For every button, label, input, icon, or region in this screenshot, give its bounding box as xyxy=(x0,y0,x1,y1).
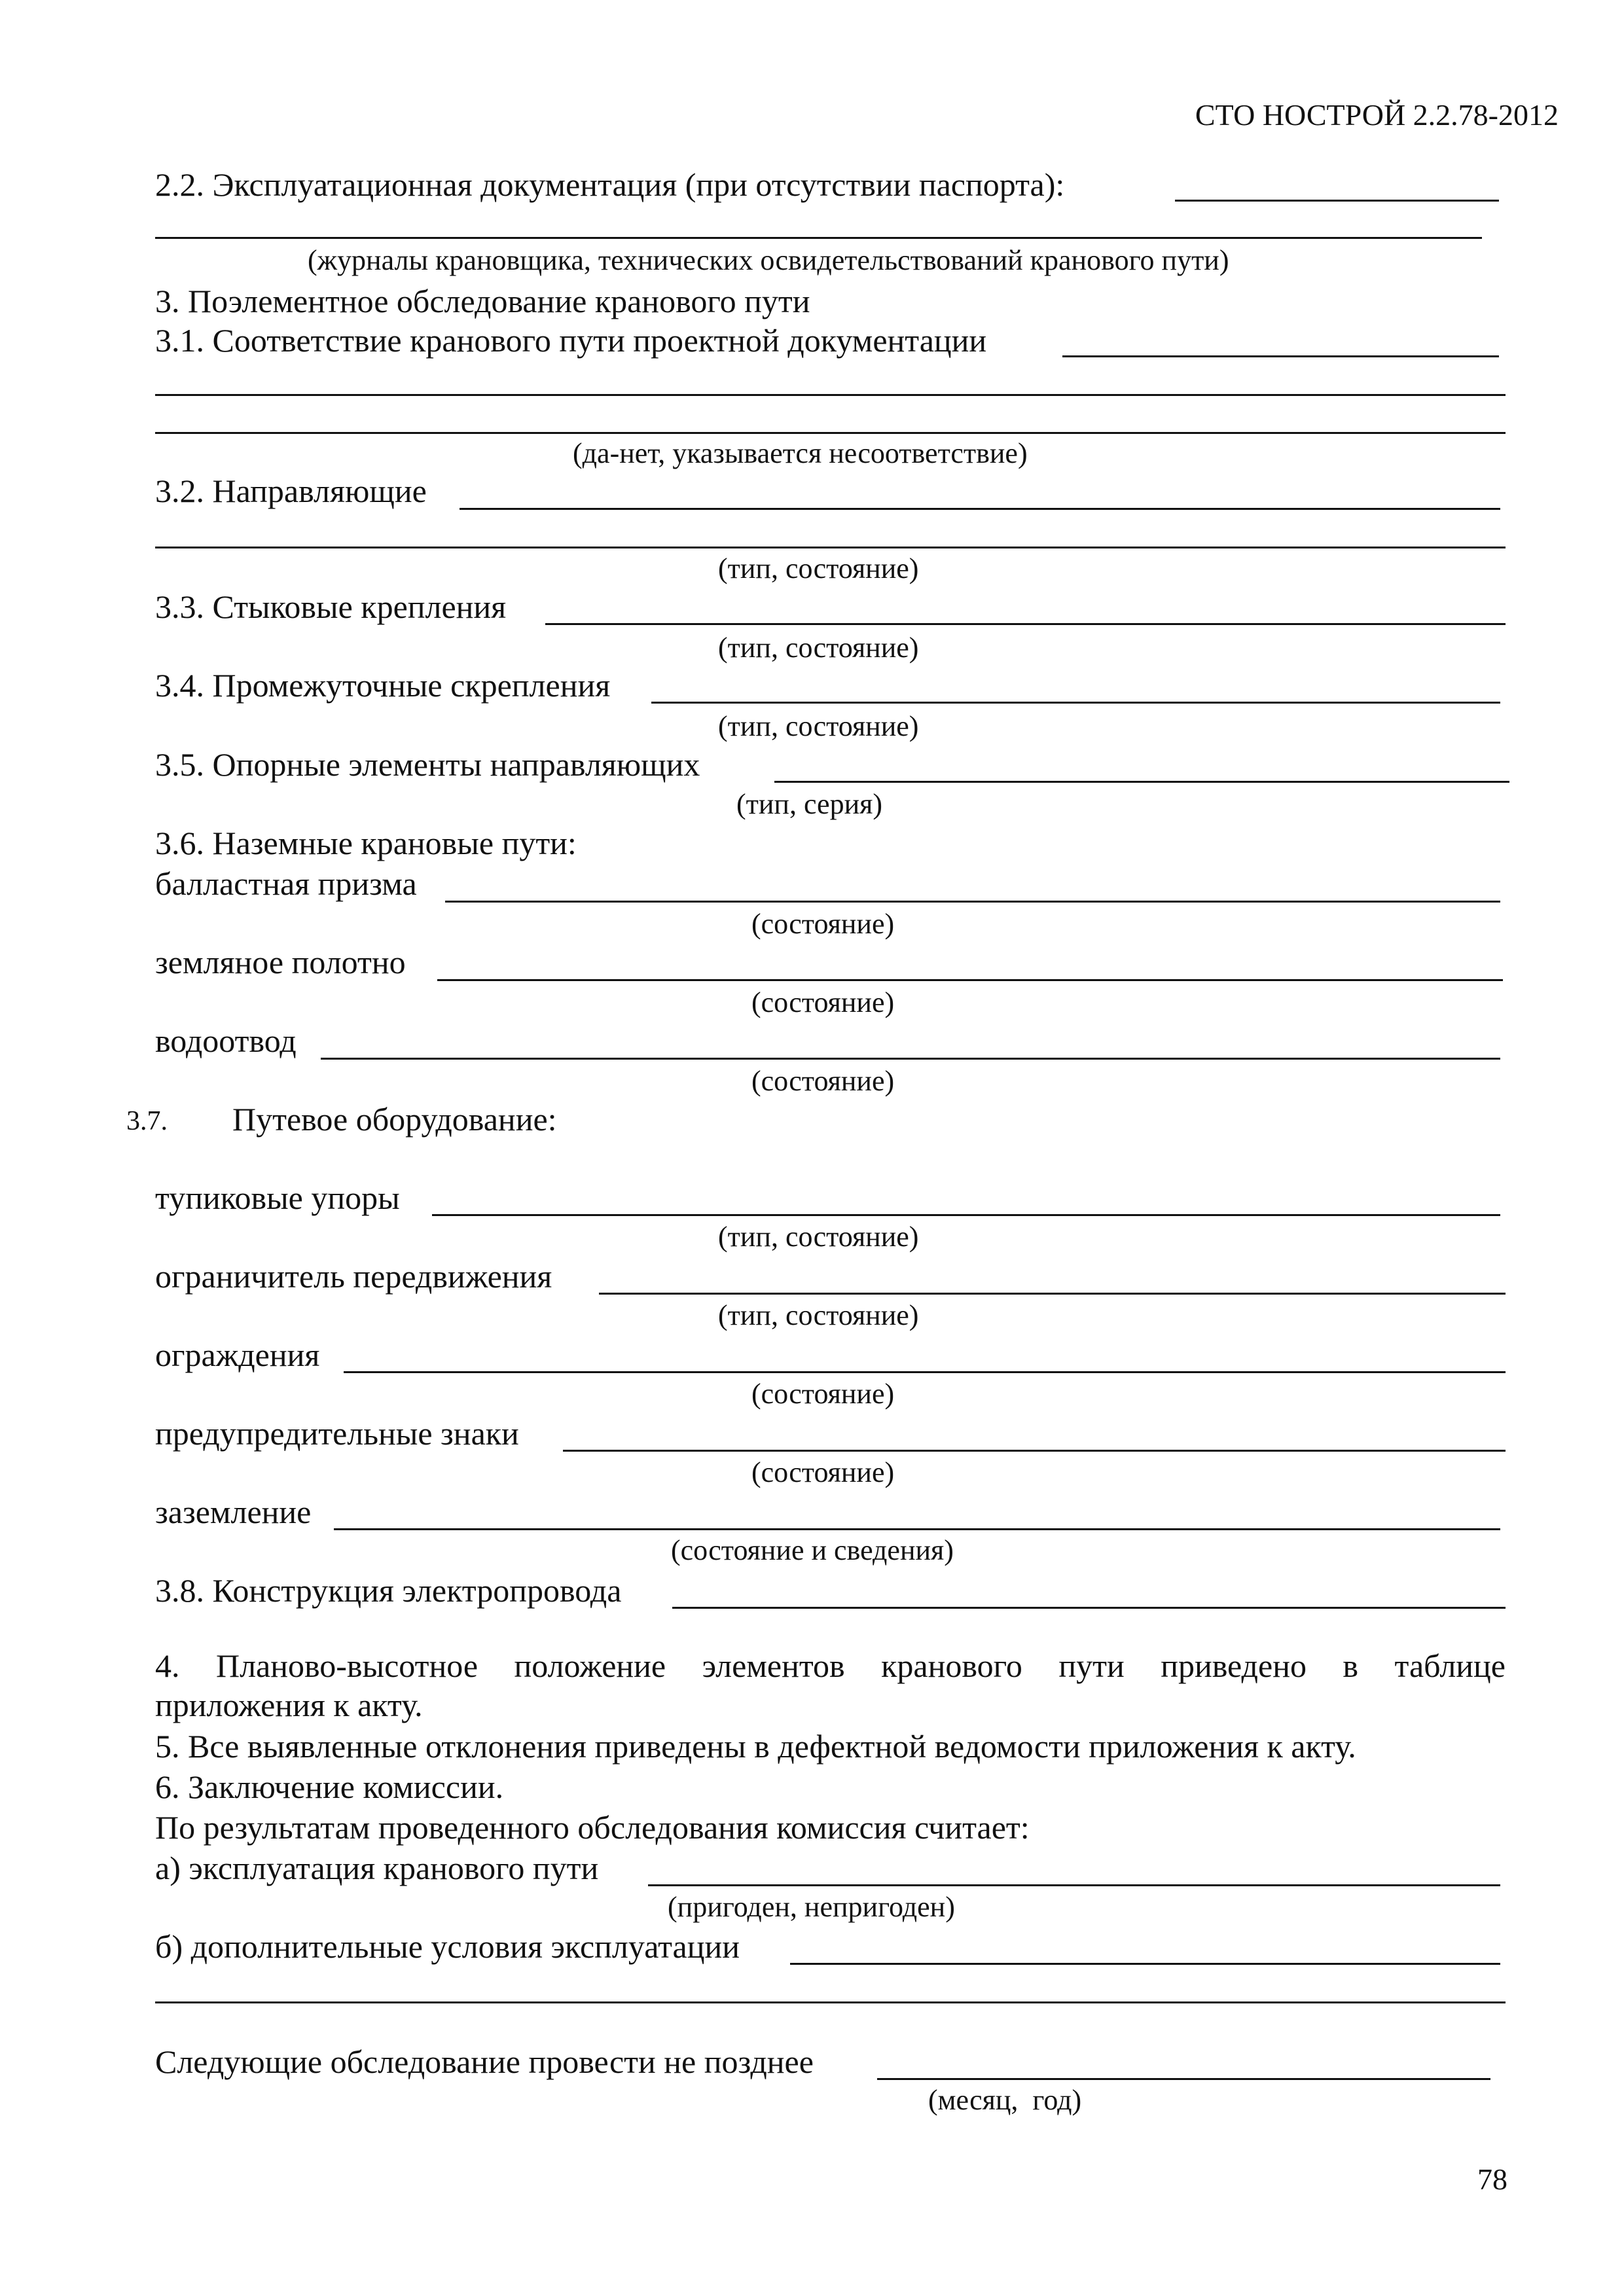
s3-5-label: 3.5. Опорные элементы направляющих xyxy=(155,746,700,783)
limiter-caption: (тип, состояние) xyxy=(718,1299,919,1331)
s3-3-label: 3.3. Стыковые крепления xyxy=(155,588,507,625)
s3-2-fill-line[interactable] xyxy=(460,508,1500,510)
signs-caption: (состояние) xyxy=(751,1456,895,1488)
s3-heading: 3. Поэлементное обследование кранового пути xyxy=(155,283,810,319)
s3-2-caption: (тип, состояние) xyxy=(718,552,919,584)
drainage-fill-line[interactable] xyxy=(321,1058,1500,1060)
next-survey-caption: (месяц, год) xyxy=(928,2084,1082,2116)
s3-5-fill-line[interactable] xyxy=(774,781,1509,783)
s2-2-caption: (журналы крановщика, технических освидетельствований кранового пути) xyxy=(308,244,1229,276)
s3-1-caption: (да-нет, указывается несоответствие) xyxy=(573,437,1028,469)
s3-4-fill-line[interactable] xyxy=(651,702,1500,704)
s3-8-fill-line[interactable] xyxy=(672,1607,1506,1609)
s2-2-fill-line-2[interactable] xyxy=(155,237,1482,239)
s3-4-label: 3.4. Промежуточные скрепления xyxy=(155,667,611,704)
s3-7-number: 3.7. xyxy=(126,1106,168,1136)
s2-2-fill-line[interactable] xyxy=(1175,200,1499,202)
next-survey-label: Следующие обследование провести не позднее xyxy=(155,2043,814,2080)
ballast-label: балластная призма xyxy=(155,865,417,902)
s3-8-label: 3.8. Конструкция электропровода xyxy=(155,1572,622,1609)
item-a-fill-line[interactable] xyxy=(648,1884,1500,1886)
s3-2-label: 3.2. Направляющие xyxy=(155,473,427,509)
limiter-label: ограничитель передвижения xyxy=(155,1258,552,1295)
s3-1-label: 3.1. Соответствие кранового пути проектной документации xyxy=(155,322,987,359)
s2-2-label: 2.2. Эксплуатационная документация (при отсутствии паспорта): xyxy=(155,166,1065,203)
item-b-label: б) дополнительные условия эксплуатации xyxy=(155,1928,740,1965)
s3-1-fill-line-3[interactable] xyxy=(155,432,1506,434)
s6-heading: 6. Заключение комиссии. xyxy=(155,1768,504,1805)
s3-5-caption: (тип, серия) xyxy=(736,788,883,820)
next-survey-fill-line[interactable] xyxy=(877,2078,1490,2080)
drainage-caption: (состояние) xyxy=(751,1065,895,1097)
signs-fill-line[interactable] xyxy=(563,1450,1506,1452)
item-b-fill-line-2[interactable] xyxy=(155,2001,1506,2003)
ballast-caption: (состояние) xyxy=(751,908,895,940)
grounding-fill-line[interactable] xyxy=(334,1528,1500,1530)
fencing-fill-line[interactable] xyxy=(344,1371,1506,1373)
s3-1-fill-line-2[interactable] xyxy=(155,394,1506,396)
fencing-caption: (состояние) xyxy=(751,1378,895,1410)
s3-1-fill-line[interactable] xyxy=(1062,355,1499,357)
standard-header: СТО НОСТРОЙ 2.2.78-2012 xyxy=(1195,98,1559,132)
subgrade-fill-line[interactable] xyxy=(437,979,1503,981)
grounding-label: заземление xyxy=(155,1494,312,1530)
stops-label: тупиковые упоры xyxy=(155,1179,400,1216)
s3-6-label: 3.6. Наземные крановые пути: xyxy=(155,825,577,861)
s3-2-fill-line-2[interactable] xyxy=(155,547,1506,548)
ballast-fill-line[interactable] xyxy=(445,901,1500,903)
drainage-label: водоотвод xyxy=(155,1022,297,1059)
item-a-label: а) эксплуатация кранового пути xyxy=(155,1850,599,1886)
item-a-caption: (пригоден, непригоден) xyxy=(668,1891,955,1923)
subgrade-caption: (состояние) xyxy=(751,986,895,1018)
s4-line2: приложения к акту. xyxy=(155,1687,423,1723)
conclusion-text: По результатам проведенного обследования комиссия считает: xyxy=(155,1809,1030,1846)
stops-fill-line[interactable] xyxy=(432,1214,1500,1216)
item-b-fill-line[interactable] xyxy=(790,1963,1500,1965)
s4-line1: 4. Планово-высотное положение элементов кранового пути приведено в таблице xyxy=(155,1647,1506,1684)
stops-caption: (тип, состояние) xyxy=(718,1221,919,1253)
s3-3-fill-line[interactable] xyxy=(545,623,1506,625)
s3-3-caption: (тип, состояние) xyxy=(718,632,919,664)
s3-7-label: Путевое оборудование: xyxy=(232,1101,557,1138)
subgrade-label: земляное полотно xyxy=(155,944,406,980)
grounding-caption: (состояние и сведения) xyxy=(671,1534,954,1566)
fencing-label: ограждения xyxy=(155,1336,320,1373)
signs-label: предупредительные знаки xyxy=(155,1415,519,1452)
limiter-fill-line[interactable] xyxy=(599,1293,1506,1295)
s3-4-caption: (тип, состояние) xyxy=(718,710,919,742)
s5-text: 5. Все выявленные отклонения приведены в дефектной ведомости приложения к акту. xyxy=(155,1728,1356,1765)
page-number: 78 xyxy=(1477,2162,1507,2196)
